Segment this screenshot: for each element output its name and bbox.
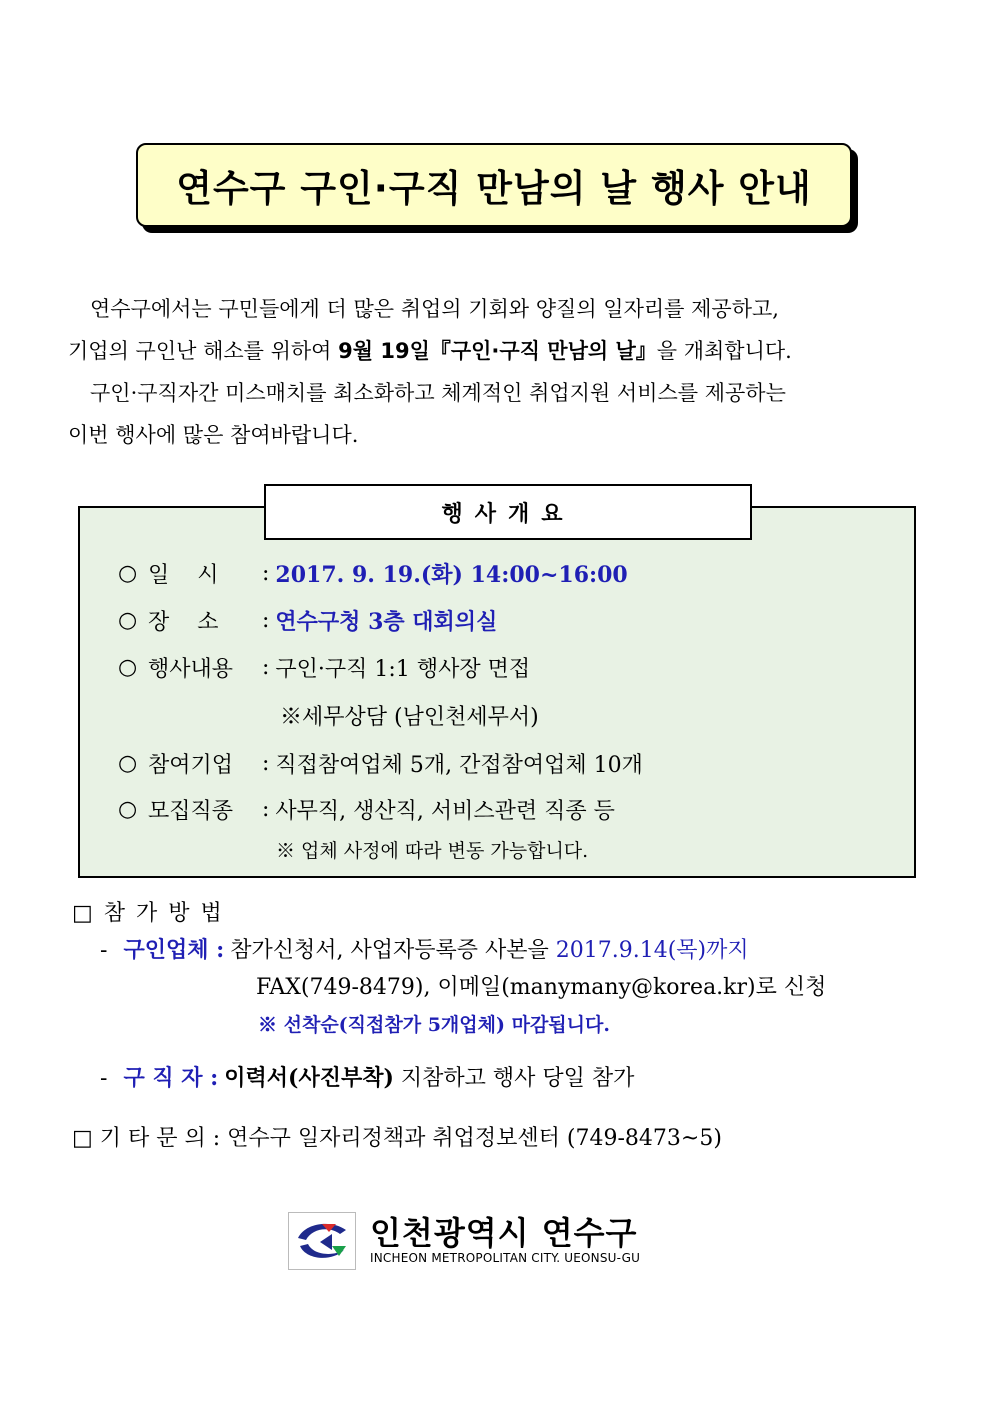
employer-note-text: ※ 선착순(직접참가 5개업체) 마감됩니다.: [258, 1014, 610, 1036]
event-name: 9월 19일『구인·구직 만남의 날』: [338, 339, 657, 363]
colon: :: [262, 655, 270, 680]
colon: :: [262, 751, 270, 776]
logo-english: INCHEON METROPOLITAN CITY. UEONSU-GU: [370, 1251, 641, 1265]
seeker-text: 지참하고 행사 당일 참가: [393, 1066, 635, 1091]
overview-companies-row: [118, 748, 643, 779]
intro-line-2-pre: 기업의 구인난 해소를 위하여: [68, 339, 339, 363]
bullet-circle: ○: [118, 561, 138, 586]
colon: :: [262, 797, 270, 822]
dash: -: [100, 938, 108, 963]
date-value: 2017. 9. 19.(화) 14:00~16:00: [275, 562, 628, 588]
dash: -: [100, 1066, 108, 1091]
content-value: 구인·구직 1:1 행사장 면접: [275, 657, 531, 682]
intro-line-4: 이번 행사에 많은 참여바랍니다.: [68, 423, 359, 447]
companies-value: 직접참여업체 5개, 간접참여업체 10개: [275, 753, 643, 778]
overview-content-note: [280, 700, 539, 731]
bullet-circle: ○: [118, 608, 138, 633]
employer-note: [258, 1010, 610, 1037]
employer-row: [100, 933, 749, 964]
emblem-svg: [292, 1216, 352, 1266]
colon: :: [262, 608, 270, 633]
tax-consult-note: ※세무상담 (남인천세무서): [280, 705, 539, 730]
overview-content-row: [118, 652, 530, 683]
bullet-circle: ○: [118, 797, 138, 822]
seeker-label: 구 직 자 :: [123, 1065, 219, 1091]
intro-line-1: 연수구에서는 구민들에게 더 많은 취업의 기회와 양질의 일자리를 제공하고,: [90, 297, 779, 321]
place-value: 연수구청 3층 대회의실: [275, 609, 498, 635]
bullet-circle: ○: [118, 751, 138, 776]
employer-deadline: 2017.9.14(목)까지: [555, 938, 749, 963]
companies-label: 참여기업: [148, 753, 234, 778]
overview-date-row: [118, 558, 628, 589]
intro-line-3: 구인·구직자간 미스매치를 최소화하고 체계적인 취업지원 서비스를 제공하는: [90, 381, 786, 405]
participation-heading: □ 참 가 방 법: [72, 901, 224, 926]
overview-heading: 행사개요: [264, 484, 752, 540]
title-box: [136, 143, 852, 227]
employer-line-2: FAX(749-8479), 이메일(manymany@korea.kr)로 신청: [256, 975, 827, 1000]
content-label: 행사내용: [148, 657, 234, 682]
date-label: 일 시: [148, 563, 219, 588]
employer-text: 참가신청서, 사업자등록증 사본을: [230, 938, 556, 963]
page-title: 연수구 구인·구직 만남의 날 행사 안내: [176, 167, 812, 210]
jobs-label: 모집직종: [148, 799, 234, 824]
employer-label: 구인업체 :: [123, 937, 225, 963]
overview-place-row: [118, 605, 497, 636]
logo-korean: 인천광역시 연수구: [370, 1214, 638, 1252]
intro-paragraph: [68, 288, 918, 456]
jobs-value: 사무직, 생산직, 서비스관련 직종 등: [275, 799, 615, 824]
emblem-icon: [288, 1212, 356, 1270]
intro-line-2-post: 을 개최합니다.: [656, 339, 792, 363]
overview-jobs-row: [118, 794, 615, 825]
jobs-note: ※ 업체 사정에 따라 변동 가능합니다.: [276, 840, 589, 862]
logo-text: [370, 1216, 640, 1266]
district-logo: [288, 1212, 648, 1270]
seeker-documents: 이력서(사진부착): [224, 1065, 394, 1091]
colon: :: [262, 561, 270, 586]
inquiry-line: □ 기 타 문 의 : 연수구 일자리정책과 취업정보센터 (749-8473~5): [72, 1126, 722, 1151]
intro-line-2: [68, 330, 918, 372]
place-label: 장 소: [148, 610, 219, 635]
seeker-row: [100, 1061, 634, 1092]
bullet-circle: ○: [118, 655, 138, 680]
